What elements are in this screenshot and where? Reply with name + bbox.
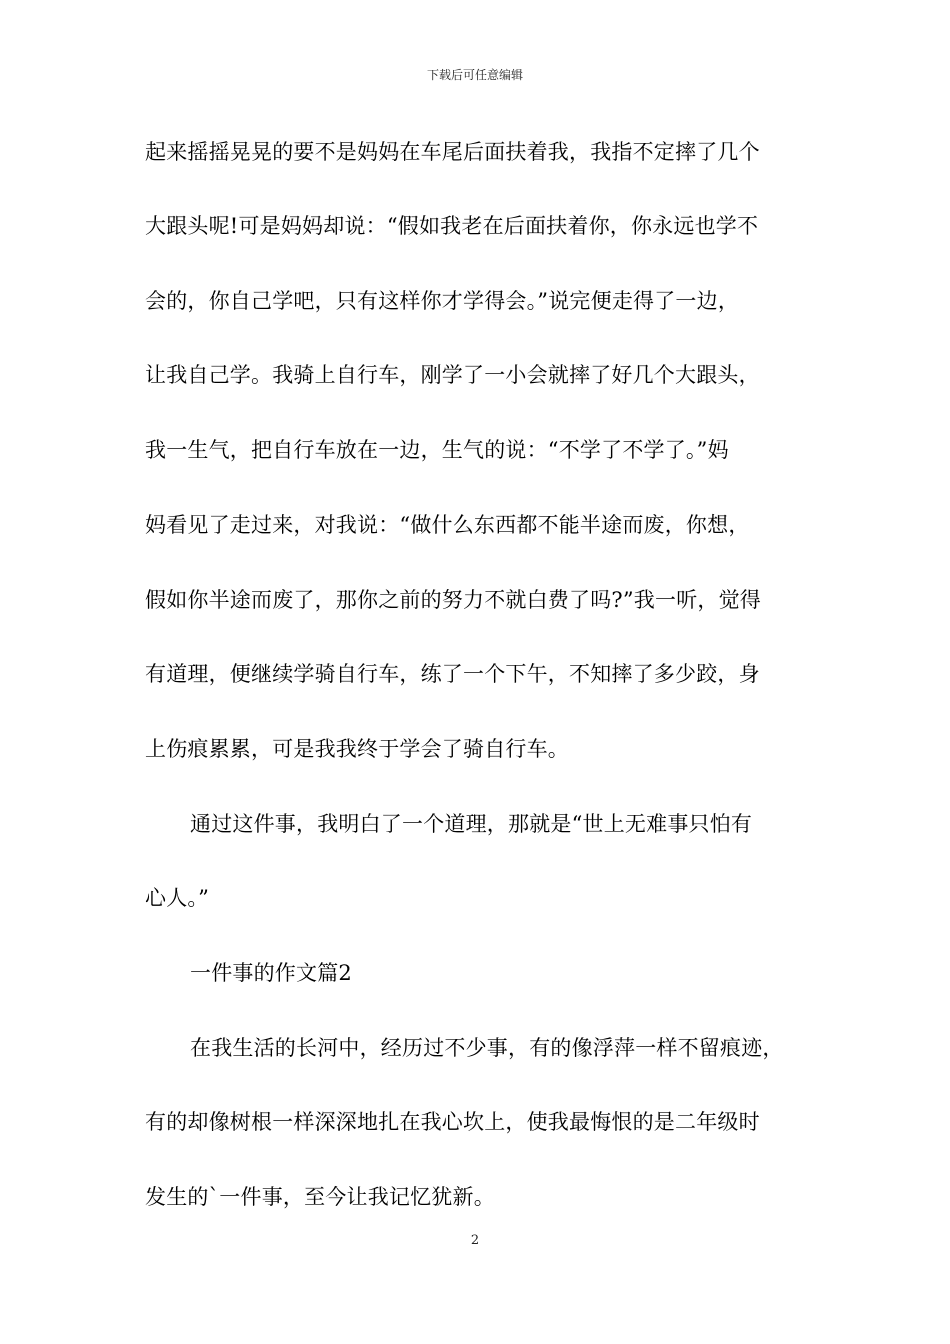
text-line-8: 有道理，便继续学骑自行车，练了一个下午，不知摔了多少跤，身 bbox=[145, 662, 760, 686]
text-line-5: 我一生气，把自行车放在一边，生气的说：“不学了不学了。”妈 bbox=[145, 438, 729, 462]
section-title: 一件事的作文篇2 bbox=[190, 961, 352, 985]
text-line-3: 会的，你自己学吧，只有这样你才学得会。”说完便走得了一边， bbox=[145, 289, 740, 313]
paragraph-new-line-3: 发生的`一件事，至今让我记忆犹新。 bbox=[145, 1185, 495, 1209]
page-header: 下载后可任意编辑 bbox=[426, 68, 523, 82]
text-line-2: 大跟头呢!可是妈妈却说：“假如我老在后面扶着你，你永远也学不 bbox=[145, 214, 759, 238]
text-line-7: 假如你半途而废了，那你之前的努力不就白费了吗?”我一听，觉得 bbox=[145, 588, 761, 612]
text-line-1: 起来摇摇晃晃的要不是妈妈在车尾后面扶着我，我指不定摔了几个 bbox=[145, 140, 760, 164]
text-line-4: 让我自己学。我骑上自行车，刚学了一小会就摔了好几个大跟头， bbox=[145, 363, 760, 387]
paragraph-new-line-2: 有的却像树根一样深深地扎在我心坎上，使我最悔恨的是二年级时 bbox=[145, 1110, 760, 1134]
text-line-9: 上伤痕累累，可是我我终于学会了骑自行车。 bbox=[145, 737, 569, 761]
paragraph-conclusion-line-1: 通过这件事，我明白了一个道理，那就是“世上无难事只怕有 bbox=[190, 812, 753, 836]
page-number: 2 bbox=[470, 1233, 480, 1248]
paragraph-new-line-1: 在我生活的长河中，经历过不少事，有的像浮萍一样不留痕迹， bbox=[190, 1036, 784, 1060]
paragraph-conclusion-line-2: 心人。” bbox=[145, 886, 210, 910]
text-line-6: 妈看见了走过来，对我说：“做什么东西都不能半途而废，你想， bbox=[145, 513, 750, 537]
